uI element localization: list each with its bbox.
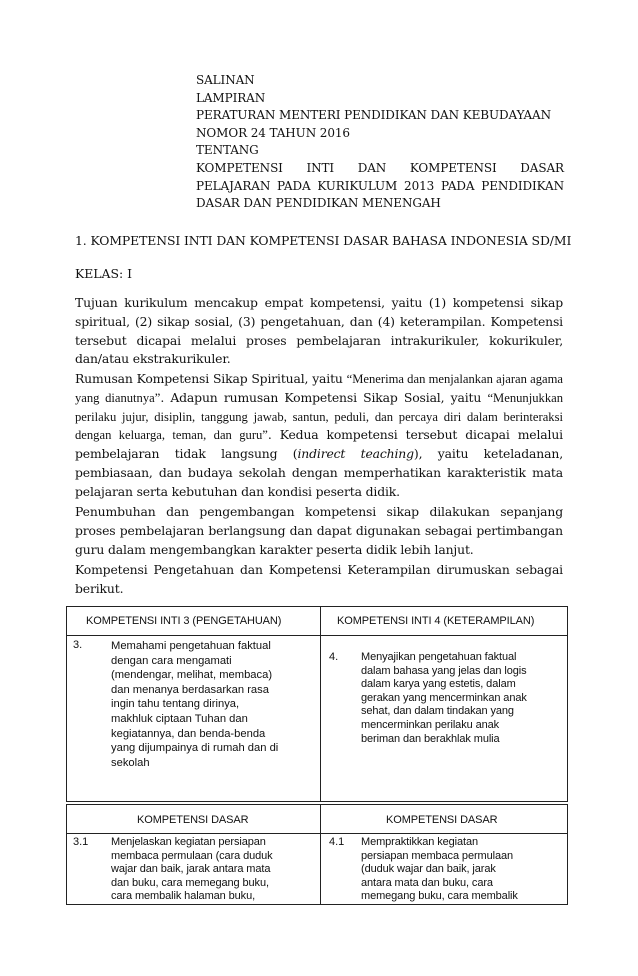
basic-skills-description (361, 836, 565, 904)
description-line: dalam karya yang estetis, dalam (361, 678, 516, 691)
header-line: LAMPIRAN (196, 90, 266, 105)
basic-knowledge-description (111, 836, 317, 904)
paragraph-text: . Kedua kompetensi tersebut dicapai melalui pembelajaran tidak langsung ( (75, 427, 563, 462)
basic-competence-table (66, 804, 568, 905)
description-line: dalam bahasa yang jelas dan logis (361, 664, 527, 677)
description-line: gerakan yang mencerminkan anak (361, 691, 527, 704)
description-line: antara mata dan buku, cara (361, 876, 493, 889)
description-line: ingin tahu tentang dirinya, (111, 698, 240, 711)
description-line: yang dijumpainya di rumah dan di (111, 742, 279, 755)
italic-term: indirect teaching (297, 446, 414, 462)
description-line: beriman dan berakhlak mulia (361, 732, 500, 745)
knowledge-description (111, 639, 316, 770)
core-competence-table (66, 606, 568, 802)
social-quote: “Menunjukkan perilaku jujur, disiplin, tanggung jawab, santun, peduli, dan percaya diri dalam berinteraksi dengan keluarga, teman, dan guru” (75, 390, 563, 443)
section-title: 1. KOMPETENSI INTI DAN KOMPETENSI DASAR BAHASA INDONESIA SD/MI (75, 233, 572, 248)
description-line: sekolah (111, 756, 150, 769)
description-line: kegiatannya, dan benda-benda (111, 727, 266, 740)
skills-description (361, 651, 565, 746)
header-line: KOMPETENSI INTI DAN KOMPETENSI DASAR (196, 160, 564, 175)
description-line: mencerminkan perilaku anak (361, 718, 500, 731)
table-header-basic-skills: KOMPETENSI DASAR (386, 814, 498, 826)
class-label: KELAS: I (75, 266, 132, 281)
description-line: makhluk ciptaan Tuhan dan (111, 712, 248, 725)
description-line: Menyajikan pengetahuan faktual (361, 651, 517, 663)
paragraph-objectives: Tujuan kurikulum mencakup empat kompetensi, yaitu (1) kompetensi sikap spiritual, (2) sikap sosial, (3) pengetahuan, dan (4) keterampilan. Kompetensi tersebut dicapai melalui proses pembelajaran intrakurikuler, kokurikuler, dan/atau ekstrakurikuler. (75, 295, 563, 367)
header-line: SALINAN (196, 73, 255, 87)
description-line: (mendengar, melihat, membaca) (111, 669, 273, 682)
table-header-knowledge: KOMPETENSI INTI 3 (PENGETAHUAN) (86, 615, 282, 627)
header-line: PERATURAN MENTERI PENDIDIKAN DAN KEBUDAYAAN (196, 108, 552, 123)
description-line: (duduk wajar dan baik, jarak (361, 863, 496, 876)
description-line: dan menanya berdasarkan rasa (111, 683, 269, 696)
paragraph-text: ), yaitu keteladanan, pembiasaan, dan budaya sekolah dengan memperhatikan karakteristik mata pelajaran serta kebutuhan dan kondisi peserta didik. (75, 446, 563, 499)
paragraph-development: Penumbuhan dan pengembangan kompetensi sikap dilakukan sepanjang proses pembelajaran berlangsung dan dapat digunakan sebagai pertimbangan guru dalam mengembangkan karakter peserta didik lebih lanjut. (75, 504, 563, 557)
row-number: 3.1 (73, 836, 89, 848)
description-line: cara membalik halaman buku, (111, 890, 256, 903)
description-line: persiapan membaca permulaan (361, 849, 513, 862)
header-line: TENTANG (196, 143, 259, 158)
description-line: dan buku, cara memegang buku, (111, 876, 269, 889)
description-line: Menjelaskan kegiatan persiapan (111, 836, 266, 848)
paragraph-attitude-competence (75, 370, 563, 502)
description-line: Memahami pengetahuan faktual (111, 640, 271, 652)
row-number: 4. (329, 651, 339, 663)
table-header-basic-knowledge: KOMPETENSI DASAR (137, 814, 249, 826)
paragraph-text: Rumusan Kompetensi Sikap Spiritual, yaitu (75, 371, 347, 386)
row-number: 3. (73, 639, 83, 651)
description-line: sehat, dan dalam tindakan yang (361, 705, 514, 718)
description-line: wajar dan baik, jarak antara mata (111, 863, 271, 876)
description-line: membaca permulaan (cara duduk (111, 849, 273, 862)
header-line: DASAR DAN PENDIDIKAN MENENGAH (196, 196, 441, 211)
description-line: memegang buku, cara membalik (361, 890, 518, 903)
row-number: 4.1 (329, 836, 345, 848)
header-line: NOMOR 24 TAHUN 2016 (196, 125, 350, 140)
spiritual-quote: “Menerima dan menjalankan ajaran agama yang dianutnya” (75, 372, 563, 405)
header-line: PELAJARAN PADA KURIKULUM 2013 PADA PENDIDIKAN (196, 178, 564, 193)
paragraph-text: . Adapun rumusan Kompetensi Sikap Sosial, yaitu (160, 389, 488, 405)
table-header-skills: KOMPETENSI INTI 4 (KETERAMPILAN) (337, 615, 535, 627)
description-line: Mempraktikkan kegiatan (361, 836, 479, 848)
description-line: dengan cara mengamati (111, 654, 232, 667)
paragraph-intro-table: Kompetensi Pengetahuan dan Kompetensi Keterampilan dirumuskan sebagai berikut. (75, 562, 563, 596)
document-header (196, 72, 564, 213)
